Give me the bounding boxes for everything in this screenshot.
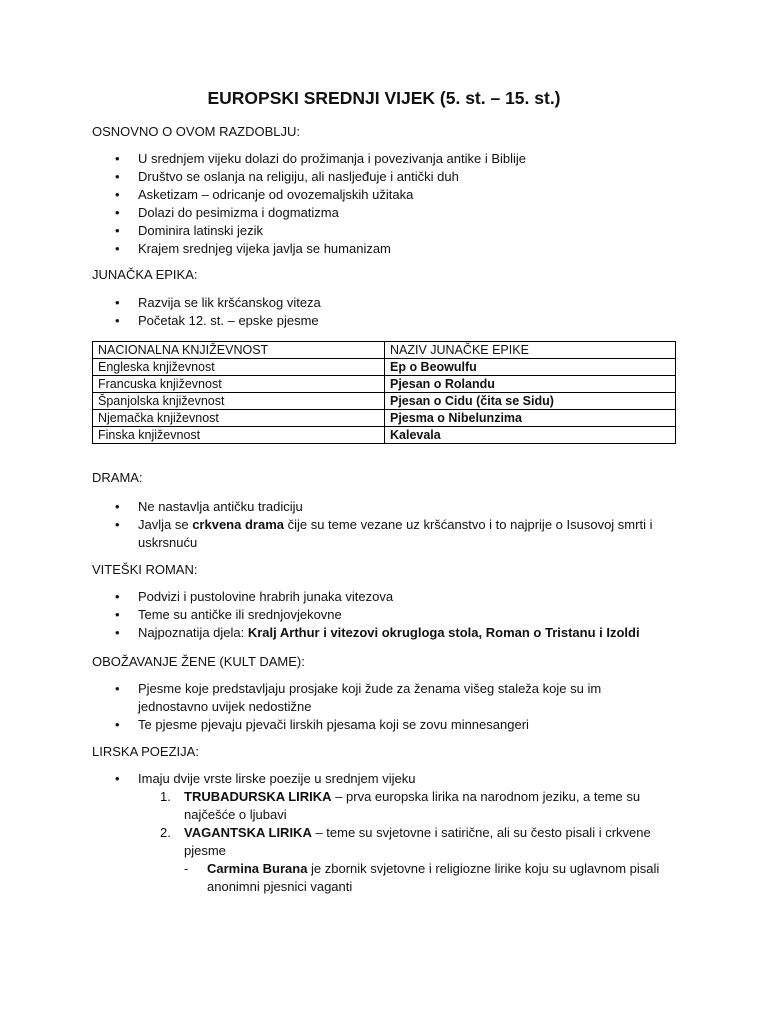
junacka-list [92,294,672,330]
viteski-list [92,588,672,642]
list-item: • Teme su antičke ili srednjovjekovne [92,606,672,624]
lirska-list [92,770,672,788]
list-item: • Početak 12. st. – epske pjesme [92,312,672,330]
item-text: je zbornik svjetovne i religiozne lirike koju su uglavnom pisali anonimni pjesnici vaganti [207,861,660,894]
dash-item-text [92,860,682,896]
lirska-numbered-list [92,788,682,860]
section-heading-junacka-epika: JUNAČKA EPIKA: [92,267,198,282]
list-item: • Imaju dvije vrste lirske poezije u srednjem vijeku [92,770,672,788]
list-item: • U srednjem vijeku dolazi do prožimanja i povezivanja antike i Biblije [92,150,672,168]
list-item: • Društvo se oslanja na religiju, ali nasljeđuje i antički duh [92,168,672,186]
dash-item [92,860,682,896]
table-header-row [93,342,676,359]
table-cell: Pjesma o Nibelunzima [385,410,676,427]
table-cell: Njemačka književnost [93,410,385,427]
list-item: • Razvija se lik kršćanskog viteza [92,294,672,312]
item-text: čije su teme vezane uz kršćanstvo i to najprije o Isusovoj smrti i uskrsnuću [138,517,653,550]
list-item [92,516,672,552]
table-row [93,393,676,410]
item-text: – teme su svjetovne i satirične, ali su često pisali i crkvene pjesme [184,825,651,858]
table-row [93,410,676,427]
osnovno-list [92,150,672,258]
section-heading-osnovno: OSNOVNO O OVOM RAZDOBLJU: [92,124,301,139]
epic-table [92,341,676,444]
numbered-item [92,788,682,824]
obozavanje-list [92,680,672,734]
table-row [93,427,676,444]
table-cell: Kalevala [385,427,676,444]
table-cell: Finska književnost [93,427,385,444]
item-text: – prva europska lirika na narodnom jeziku, a teme su najčešće o ljubavi [184,789,641,822]
item-text: Najpoznatija djela: [138,625,248,640]
section-heading-obozavanje-zene: OBOŽAVANJE ŽENE (KULT DAME): [92,654,305,669]
item-bold-text: Kralj Arthur i vitezovi okrugloga stola, Roman o Tristanu i Izoldi [247,625,640,640]
section-heading-drama: DRAMA: [92,470,143,485]
item-number: 1. [160,789,171,804]
list-item [92,624,672,642]
table-cell: Francuska književnost [93,376,385,393]
page-title: EUROPSKI SREDNJI VIJEK (5. st. – 15. st.) [207,88,561,108]
table-cell: Španjolska književnost [93,393,385,410]
table-row [93,376,676,393]
item-text: Javlja se [138,517,193,532]
table-cell: Pjesan o Cidu (čita se Sidu) [385,393,676,410]
table-cell: Engleska književnost [93,359,385,376]
list-item: • Podvizi i pustolovine hrabrih junaka vitezova [92,588,672,606]
list-item: • Dominira latinski jezik [92,222,672,240]
item-bold-text: TRUBADURSKA LIRIKA [184,789,332,804]
list-item: • Ne nastavlja antičku tradiciju [92,498,672,516]
table-header-cell: NACIONALNA KNJIŽEVNOST [93,342,385,359]
section-heading-lirska-poezija: LIRSKA POEZIJA: [92,744,199,759]
list-item: • Te pjesme pjevaju pjevači lirskih pjesama koji se zovu minnesangeri [92,716,672,734]
table-cell: Ep o Beowulfu [385,359,676,376]
table-cell: Pjesan o Rolandu [385,376,676,393]
list-item: • Asketizam – odricanje od ovozemaljskih užitaka [92,186,672,204]
item-bold-text: crkvena drama [192,517,284,532]
list-item: • Dolazi do pesimizma i dogmatizma [92,204,672,222]
item-bold-text: Carmina Burana [207,861,308,876]
section-heading-viteski-roman: VITEŠKI ROMAN: [92,562,198,577]
dash-mark: - [184,861,189,876]
numbered-item [92,824,682,860]
list-item: • Krajem srednjeg vijeka javlja se humanizam [92,240,672,258]
list-item: • Pjesme koje predstavljaju prosjake koji žude za ženama višeg staleža koje su im jednostavno uvijek nedostižne [92,680,672,716]
item-bold-text: VAGANTSKA LIRIKA [184,825,312,840]
table-header-cell: NAZIV JUNAČKE EPIKE [385,342,676,359]
item-number: 2. [160,825,171,840]
table-row [93,359,676,376]
drama-list [92,498,672,552]
